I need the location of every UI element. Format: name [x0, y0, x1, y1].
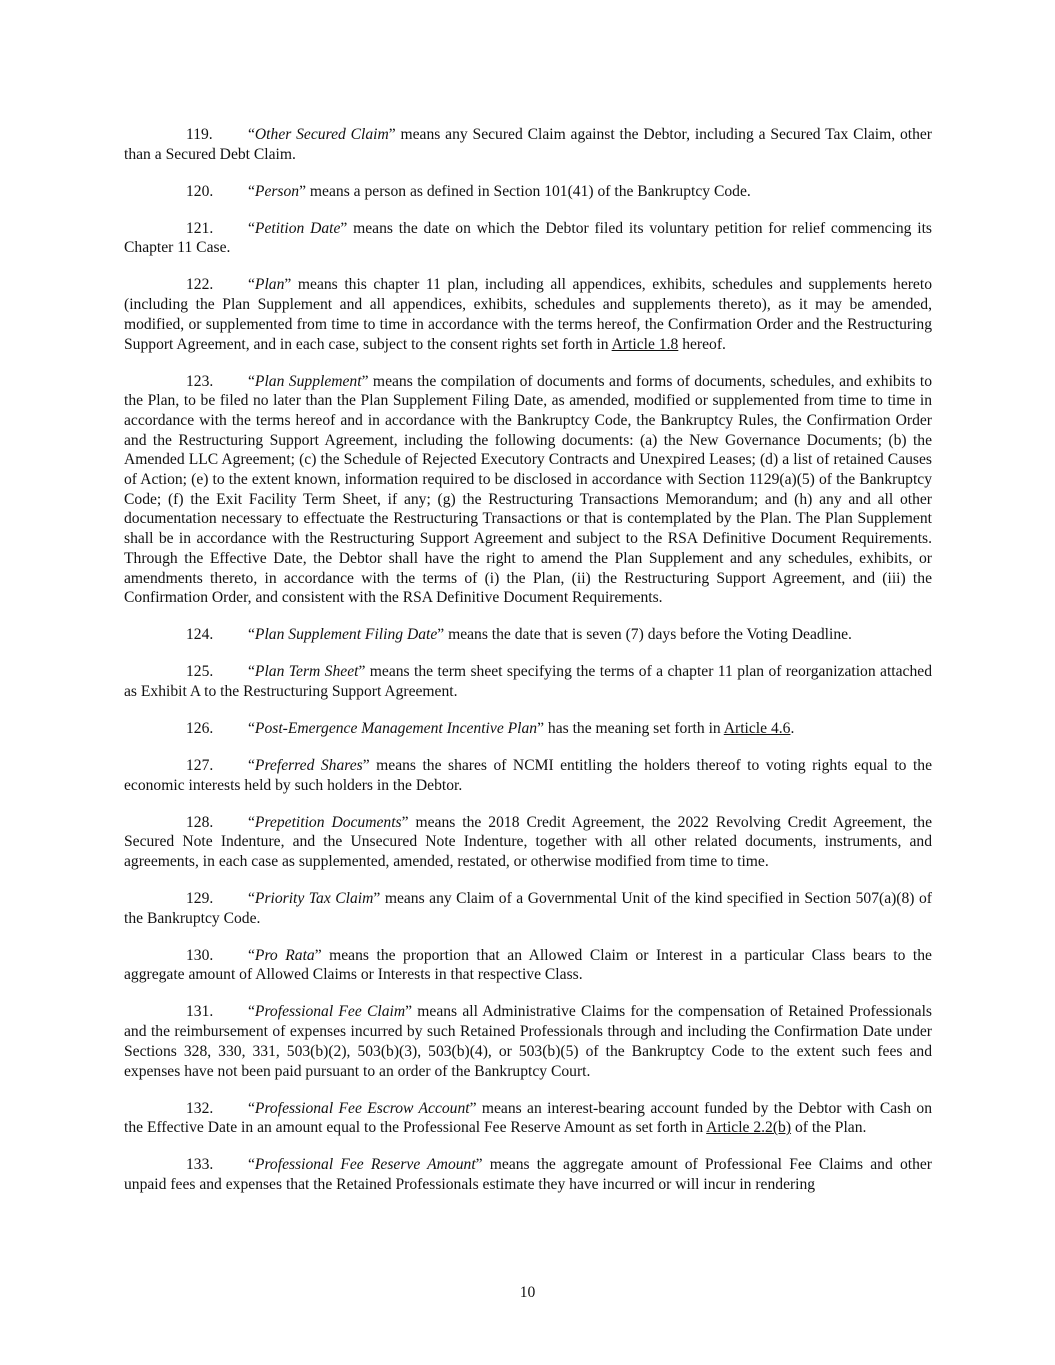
- definition-text: ” means the 2018 Credit Agreement, the 2022 Revolving Credit Agreement, the Secured Note Indenture, and the Unsecured Note Indenture, together with all other related documents, instruments, and agreements, in each case as supplemented, amended, restated, or otherwise modified from time to time.: [124, 813, 932, 871]
- definition-text: ” means a person as defined in Section 101(41) of the Bankruptcy Code.: [299, 182, 751, 200]
- defined-term: Plan Supplement: [254, 372, 362, 390]
- defined-term: Professional Fee Claim: [254, 1003, 406, 1021]
- definition-text-end: hereof.: [678, 335, 726, 353]
- definition-text: ” means any Claim of a Governmental Unit of the kind specified in Section 507(a)(8) of the Bankruptcy Code.: [124, 890, 932, 927]
- definition-text: ” means the term sheet specifying the terms of a chapter 11 plan of reorganization attached as Exhibit A to the Restructuring Support Agreement.: [124, 663, 932, 700]
- definition-133: 133. “Professional Fee Reserve Amount” means the aggregate amount of Professional Fee Claims and other unpaid fees and expenses that the Retained Professionals estimate they have incurred or will incur in rendering: [124, 1156, 932, 1193]
- defined-term: Prepetition Documents: [254, 813, 402, 831]
- defined-term: Plan: [254, 276, 285, 294]
- definition-number: 130.: [186, 946, 214, 964]
- definition-text: ” means the aggregate amount of Professional Fee Claims and other unpaid fees and expenses that the Retained Professionals estimate they have incurred or will incur in rendering: [124, 1156, 932, 1193]
- definition-number: 131.: [186, 1003, 214, 1021]
- defined-term: Post-Emergence Management Incentive Plan: [254, 719, 538, 737]
- defined-term: Preferred Shares: [254, 756, 363, 774]
- definition-number: 133.: [186, 1156, 214, 1174]
- defined-term: Priority Tax Claim: [254, 890, 374, 908]
- definition-128: 128. “Prepetition Documents” means the 2018 Credit Agreement, the 2022 Revolving Credit Agreement, the Secured Note Indenture, and the Unsecured Note Indenture, together with all other related documents, instruments, and agreements, in each case as supplemented, amended, restated, or otherwise modified from time to time.: [124, 813, 932, 871]
- definition-text: ” means an interest-bearing account funded by the Debtor with Cash on the Effective Date in an amount equal to the Professional Fee Reserve Amount as set forth in: [124, 1099, 932, 1137]
- definition-number: 120.: [186, 182, 214, 200]
- article-4-6-link[interactable]: Article 4.6: [723, 719, 791, 737]
- definition-119: 119. “Other Secured Claim” means any Secured Claim against the Debtor, including a Secured Tax Claim, other than a Secured Debt Claim.: [124, 126, 932, 163]
- definition-number: 124.: [186, 626, 214, 644]
- definition-text: ” has the meaning set forth in: [537, 719, 724, 737]
- definition-123: 123. “Plan Supplement” means the compilation of documents and forms of documents, schedules, and exhibits to the Plan, to be filed no later than the Plan Supplement Filing Date, as amended, modified or supplemented from time to time in accordance with the terms hereof and in accordance with the Bankruptcy Code, the Bankruptcy Rules, the Confirmation Order and the Restructuring Support Agreement, including the following documents: (a) the New Governance Documents; (b) the Amended LLC Agreement; (c) the Schedule of Rejected Executory Contracts and Unexpired Leases; (d) a list of retained Causes of Action; (e) to the extent known, information required to be disclosed in accordance with Section 1129(a)(5) of the Bankruptcy Code; (f) the Exit Facility Term Sheet, if any; (g) the Restructuring Transactions Memorandum; and (h) any and all other documentation necessary to effectuate the Restructuring Transactions or that is contemplated by the Plan. The Plan Supplement shall be in accordance with the Restructuring Support Agreement and subject to the RSA Definitive Document Requirements. Through the Effective Date, the Debtor shall have the right to amend the Plan Supplement and any schedules, exhibits, or amendments thereto, in accordance with the terms of (i) the Plan, (ii) the Restructuring Support Agreement, and (iii) the Confirmation Order, and consistent with the RSA Definitive Document Requirements.: [124, 372, 933, 607]
- definition-text: ” means the proportion that an Allowed Claim or Interest in a particular Class bears to the aggregate amount of Allowed Claims or Interests in that respective Class.: [124, 946, 932, 984]
- article-1-8-link[interactable]: Article 1.8: [611, 335, 679, 353]
- definition-131: 131. “Professional Fee Claim” means all Administrative Claims for the compensation of Retained Professionals and the reimbursement of expenses incurred by such Retained Professionals through and including the Confirmation Date under Sections 328, 330, 331, 503(b)(2), 503(b)(3), 503(b)(4), or 503(b)(5) of the Bankruptcy Code to the extent such fees and expenses have not been paid pursuant to an order of the Bankruptcy Court.: [124, 1003, 932, 1080]
- definition-text: ” means the shares of NCMI entitling the holders thereof to voting rights equal to the economic interests held by such holders in the Debtor.: [124, 756, 933, 794]
- definition-120: 120. “Person” means a person as defined in Section 101(41) of the Bankruptcy Code.: [186, 182, 751, 200]
- definition-text: ” means the date that is seven (7) days before the Voting Deadline.: [437, 626, 852, 644]
- defined-term: Other Secured Claim: [254, 126, 389, 143]
- defined-term: Plan Supplement Filing Date: [254, 626, 438, 644]
- definition-132: 132. “Professional Fee Escrow Account” means an interest-bearing account funded by the Debtor with Cash on the Effective Date in an amount equal to the Professional Fee Reserve Amount as set forth in Article 2.2(b) of the Plan.: [124, 1099, 932, 1137]
- definition-number: 132.: [186, 1099, 214, 1117]
- defined-term: Professional Fee Escrow Account: [254, 1099, 470, 1117]
- definition-text-end: of the Plan.: [791, 1119, 867, 1137]
- definition-number: 123.: [186, 372, 214, 390]
- definition-127: 127. “Preferred Shares” means the shares of NCMI entitling the holders thereof to voting rights equal to the economic interests held by such holders in the Debtor.: [124, 756, 933, 794]
- article-2-2b-link[interactable]: Article 2.2(b): [706, 1119, 792, 1137]
- defined-term: Person: [254, 182, 300, 200]
- definition-number: 119.: [186, 126, 213, 143]
- definition-125: 125. “Plan Term Sheet” means the term sheet specifying the terms of a chapter 11 plan of reorganization attached as Exhibit A to the Restructuring Support Agreement.: [124, 663, 932, 700]
- page-number: 10: [519, 1284, 536, 1301]
- definition-number: 126.: [186, 719, 214, 737]
- definition-number: 121.: [186, 219, 214, 237]
- definition-number: 128.: [186, 813, 214, 831]
- definitions-list: [124, 125, 932, 1212]
- definition-number: 125.: [186, 663, 214, 681]
- definition-124: 124. “Plan Supplement Filing Date” means the date that is seven (7) days before the Voting Deadline.: [186, 626, 852, 644]
- definition-130: 130. “Pro Rata” means the proportion that an Allowed Claim or Interest in a particular Class bears to the aggregate amount of Allowed Claims or Interests in that respective Class.: [124, 946, 932, 984]
- definition-number: 129.: [186, 890, 214, 908]
- defined-term: Professional Fee Reserve Amount: [254, 1156, 476, 1174]
- definition-text: ” means this chapter 11 plan, including all appendices, exhibits, schedules and supplements hereto (including the Plan Supplement and all appendices, exhibits, schedules and supplements thereto), as it may be amended, modified, or supplemented from time to time in accordance with the terms hereof, the Confirmation Order and the Restructuring Support Agreement, and in each case, subject to the consent rights set forth in: [124, 276, 932, 353]
- defined-term: Pro Rata: [254, 946, 315, 964]
- definition-text-end: .: [790, 719, 795, 737]
- definition-122: 122. “Plan” means this chapter 11 plan, including all appendices, exhibits, schedules and supplements hereto (including the Plan Supplement and all appendices, exhibits, schedules and supplements thereto), as it may be amended, modified, or supplemented from time to time in accordance with the terms hereof, the Confirmation Order and the Restructuring Support Agreement, and in each case, subject to the consent rights set forth in Article 1.8 hereof.: [124, 276, 932, 353]
- definition-text: ” means all Administrative Claims for the compensation of Retained Professionals and the reimbursement of expenses incurred by such Retained Professionals through and including the Confirmation Date under Sections 328, 330, 331, 503(b)(2), 503(b)(3), 503(b)(4), or 503(b)(5) of the Bankruptcy Code to the extent such fees and expenses have not been paid pursuant to an order of the Bankruptcy Court.: [124, 1003, 932, 1080]
- definition-text: ” means the compilation of documents and forms of documents, schedules, and exhibits to the Plan, to be filed no later than the Plan Supplement Filing Date, as amended, modified or supplemented from time to time in accordance with the terms hereof and in accordance with the Bankruptcy Code, the Bankruptcy Rules, the Confirmation Order and the Restructuring Support Agreement, including the following documents: (a) the New Governance Documents; (b) the Amended LLC Agreement; (c) the Schedule of Rejected Executory Contracts and Unexpired Leases; (d) a list of retained Causes of Action; (e) to the extent known, information required to be disclosed in accordance with Section 1129(a)(5) of the Bankruptcy Code; (f) the Exit Facility Term Sheet, if any; (g) the Restructuring Transactions Memorandum; and (h) any and all other documentation necessary to effectuate the Restructuring Transactions or that is contemplated by the Plan. The Plan Supplement shall be in accordance with the Restructuring Support Agreement and subject to the RSA Definitive Document Requirements. Through the Effective Date, the Debtor shall have the right to amend the Plan Supplement and any schedules, exhibits, or amendments thereto, in accordance with the terms of (i) the Plan, (ii) the Restructuring Support Agreement, and (iii) the Confirmation Order, and consistent with the RSA Definitive Document Requirements.: [124, 372, 933, 607]
- definition-121: 121. “Petition Date” means the date on which the Debtor filed its voluntary petition for relief commencing its Chapter 11 Case.: [124, 219, 932, 257]
- definition-number: 127.: [186, 756, 214, 774]
- definition-text: ” means any Secured Claim against the Debtor, including a Secured Tax Claim, other than a Secured Debt Claim.: [124, 126, 932, 163]
- definition-text: ” means the date on which the Debtor filed its voluntary petition for relief commencing its Chapter 11 Case.: [124, 219, 932, 257]
- definition-129: 129. “Priority Tax Claim” means any Claim of a Governmental Unit of the kind specified in Section 507(a)(8) of the Bankruptcy Code.: [124, 890, 932, 927]
- defined-term: Petition Date: [254, 219, 341, 237]
- defined-term: Plan Term Sheet: [254, 663, 359, 681]
- definition-126: 126. “Post-Emergence Management Incentive Plan” has the meaning set forth in Article 4.6.: [186, 719, 795, 737]
- definition-number: 122.: [186, 276, 214, 294]
